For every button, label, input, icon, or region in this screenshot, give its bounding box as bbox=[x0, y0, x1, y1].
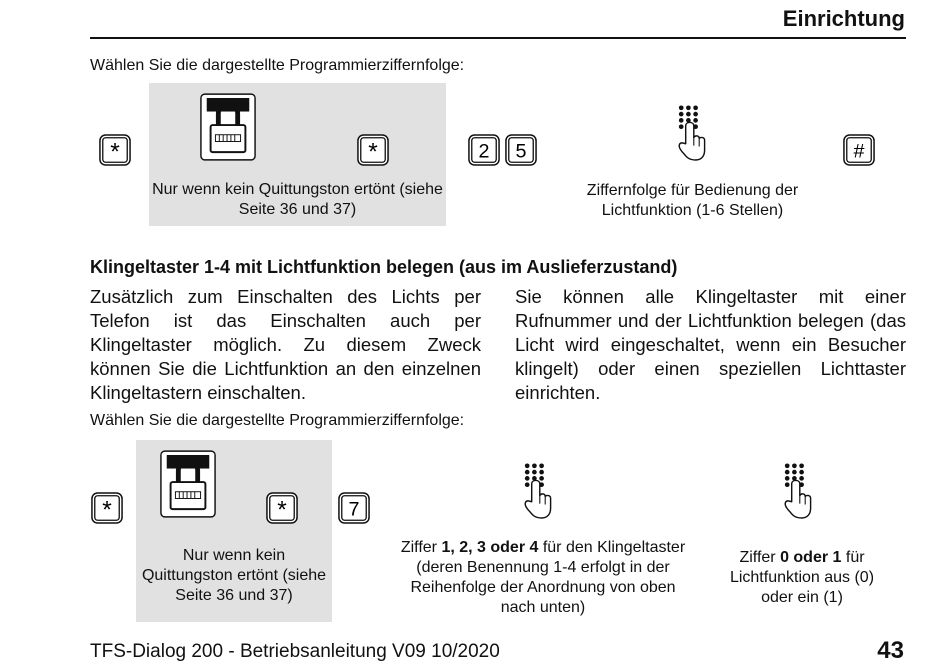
svg-text:*: * bbox=[102, 496, 112, 524]
svg-text:*: * bbox=[368, 138, 378, 166]
lock-icon bbox=[199, 91, 257, 163]
keypad-hand-icon bbox=[780, 458, 816, 524]
svg-text:#: # bbox=[853, 140, 865, 163]
description-left: Zusätzlich zum Einschalten des Lichts per Telefon ist das Einschalten auch per Klingeltaster möglich. Zu diesem Zweck können Sie die Lichtfunktion an den einzelnen Klingeltastern einschalten. bbox=[90, 286, 481, 403]
hash-key bbox=[843, 134, 875, 166]
keypad-hand-icon bbox=[674, 100, 710, 166]
description-right: Sie können alle Klingeltaster mit einer Rufnummer und der Lichtfunktion belegen (das Licht wird eingeschaltet, wenn ein Besucher klingelt) oder einen speziellen Lichttaster einrichten. bbox=[515, 286, 906, 403]
footer-manual-title: TFS-Dialog 200 - Betriebsanleitung V09 10/2020 bbox=[90, 641, 500, 662]
page-number: 43 bbox=[877, 637, 904, 664]
header-divider bbox=[90, 37, 906, 39]
svg-text:5: 5 bbox=[515, 140, 527, 163]
star-key bbox=[266, 492, 298, 524]
star-key bbox=[91, 492, 123, 524]
lock-icon bbox=[159, 448, 217, 520]
optional-step-box bbox=[149, 83, 446, 226]
svg-text:7: 7 bbox=[348, 498, 360, 521]
optional-step-box bbox=[136, 440, 332, 622]
programming-sequence-intro: Wählen Sie die dargestellte Programmierziffernfolge: bbox=[90, 57, 465, 74]
svg-text:2: 2 bbox=[478, 140, 490, 163]
keypad-sequence-caption: Ziffernfolge für Bedienung der Lichtfunktion (1-6 Stellen) bbox=[586, 182, 799, 219]
keypad-hand-icon bbox=[520, 458, 556, 524]
digit-key-2 bbox=[468, 134, 500, 166]
page-header-title: Einrichtung bbox=[782, 6, 905, 31]
optional-step-note: Nur wenn kein Quittungston ertönt (siehe Seite 36 und 37) bbox=[152, 181, 443, 218]
programming-sequence-intro: Wählen Sie die dargestellte Programmierziffernfolge: bbox=[90, 412, 465, 429]
bell-button-digit-caption: Ziffer 1, 2, 3 oder 4 für den Klingeltaster (deren Benennung 1-4 erfolgt in der Reihenfolge der Anordnung von oben nach unten) bbox=[400, 539, 686, 616]
svg-text:*: * bbox=[110, 138, 120, 166]
digit-key-7 bbox=[338, 492, 370, 524]
light-function-digit-caption: Ziffer 0 oder 1 für Lichtfunktion aus (0) oder ein (1) bbox=[729, 549, 875, 606]
star-key bbox=[357, 134, 389, 166]
svg-text:*: * bbox=[277, 496, 287, 524]
digit-key-5 bbox=[505, 134, 537, 166]
section-heading: Klingeltaster 1-4 mit Lichtfunktion belegen (aus im Auslieferzustand) bbox=[90, 257, 678, 277]
star-key bbox=[99, 134, 131, 166]
optional-step-note: Nur wenn kein Quittungston ertönt (siehe Seite 36 und 37) bbox=[141, 547, 327, 604]
